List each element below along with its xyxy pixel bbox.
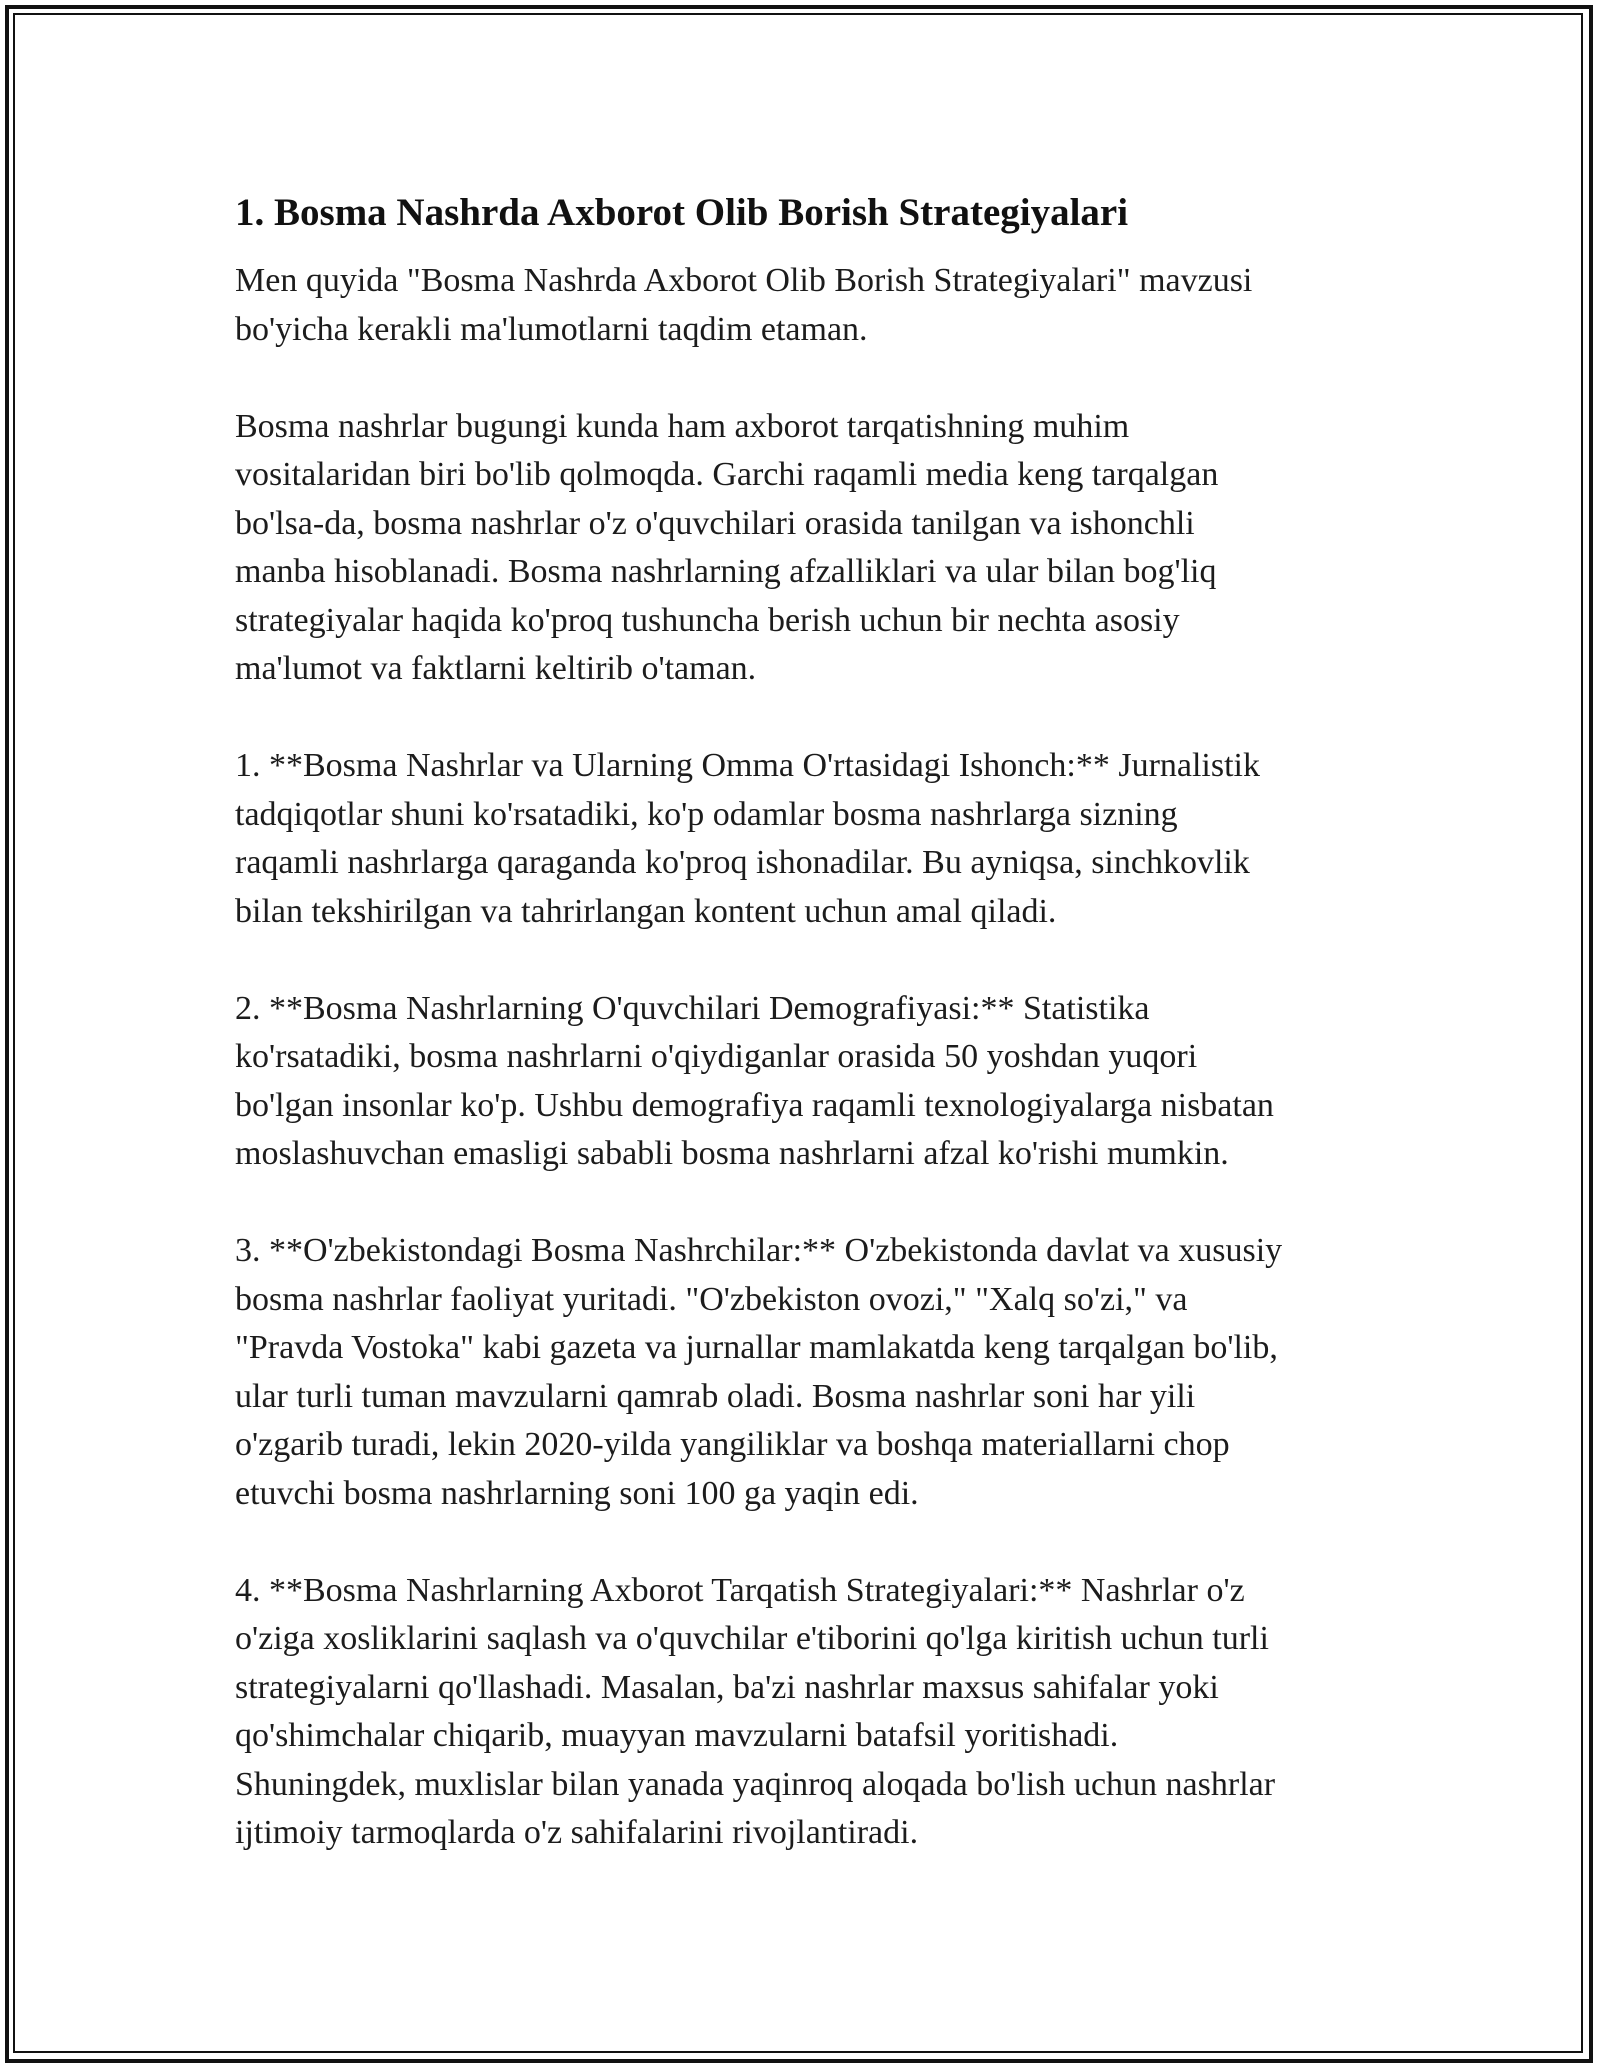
paragraph-line: ular turli tuman mavzularni qamrab oladi. Bosma nashrlar soni har yili — [235, 1377, 1196, 1415]
paragraph-line: bo'yicha kerakli ma'lumotlarni taqdim etaman. — [235, 310, 868, 348]
paragraph-line: 3. **O'zbekistondagi Bosma Nashrchilar:** O'zbekistonda davlat va xususiy — [235, 1232, 1283, 1269]
overview-paragraph — [235, 403, 1395, 694]
paragraph-line: ijtimoiy tarmoqlarda o'z sahifalarini rivojlantiradi. — [235, 1814, 919, 1851]
paragraph-line: 1. **Bosma Nashrlar va Ularning Omma O'rtasidagi Ishonch:** Jurnalistik — [235, 747, 1260, 784]
paragraph-line: etuvchi bosma nashrlarning soni 100 ga yaqin edi. — [235, 1474, 919, 1512]
paragraph-line: manba hisoblanadi. Bosma nashrlarning afzalliklari va ular bilan bog'liq — [235, 553, 1217, 590]
paragraph-line: ko'rsatadiki, bosma nashrlarni o'qiydiganlar orasida 50 yoshdan yuqori — [235, 1038, 1198, 1075]
paragraph-line: "Pravda Vostoka" kabi gazeta va jurnallar mamlakatda keng tarqalgan bo'lib, — [235, 1329, 1278, 1366]
point-2-paragraph — [235, 985, 1395, 1179]
paragraph-line: 2. **Bosma Nashrlarning O'quvchilari Demografiyasi:** Statistika — [235, 989, 1150, 1027]
paragraph-line: raqamli nashrlarga qaraganda ko'proq ishonadilar. Bu ayniqsa, sinchkovlik — [235, 844, 1250, 881]
paragraph-line: bo'lgan insonlar ko'p. Ushbu demografiya raqamli texnologiyalarga nisbatan — [235, 1086, 1274, 1124]
paragraph-line: vositalaridan biri bo'lib qolmoqda. Garchi raqamli media keng tarqalgan — [235, 456, 1219, 493]
paragraph-line: Men quyida "Bosma Nashrda Axborot Olib Borish Strategiyalari" mavzusi — [235, 262, 1253, 299]
paragraph-line: bo'lsa-da, bosma nashrlar o'z o'quvchilari orasida tanilgan va ishonchli — [235, 504, 1195, 542]
paragraph-line: ma'lumot va faktlarni keltirib o'taman. — [235, 650, 757, 687]
paragraph-line: o'ziga xosliklarini saqlash va o'quvchilar e'tiborini qo'lga kiritish uchun turli — [235, 1620, 1269, 1657]
paragraph-line: moslashuvchan emasligi sababli bosma nashrlarni afzal ko'rishi mumkin. — [235, 1135, 1229, 1172]
paragraph-line: o'zgarib turadi, lekin 2020-yilda yangiliklar va boshqa materiallarni chop — [235, 1426, 1230, 1463]
paragraph-line: bosma nashrlar faoliyat yuritadi. "O'zbekiston ovozi," "Xalq so'zi," va — [235, 1280, 1188, 1318]
paragraph-line: strategiyalar haqida ko'proq tushuncha berish uchun bir nechta asosiy — [235, 601, 1180, 639]
paragraph-line: tadqiqotlar shuni ko'rsatadiki, ko'p odamlar bosma nashrlarga sizning — [235, 795, 1178, 833]
paragraph-line: qo'shimchalar chiqarib, muayyan mavzularni batafsil yoritishadi. — [235, 1717, 1119, 1754]
paragraph-line: 4. **Bosma Nashrlarning Axborot Tarqatish Strategiyalari:** Nashrlar o'z — [235, 1571, 1245, 1609]
point-3-paragraph — [235, 1227, 1395, 1518]
paragraph-line: strategiyalarni qo'llashadi. Masalan, ba'zi nashrlar maxsus sahifalar yoki — [235, 1668, 1219, 1706]
intro-paragraph — [235, 257, 1395, 354]
document-title: 1. Bosma Nashrda Axborot Olib Borish Strategiyalari — [235, 191, 1129, 234]
paragraph-line: bilan tekshirilgan va tahrirlangan kontent uchun amal qiladi. — [235, 892, 1057, 930]
paragraph-line: Shuningdek, muxlislar bilan yanada yaqinroq aloqada bo'lish uchun nashrlar — [235, 1765, 1276, 1803]
document-page — [235, 185, 1395, 1906]
point-4-paragraph — [235, 1567, 1395, 1858]
point-1-paragraph — [235, 742, 1395, 936]
paragraph-line: Bosma nashrlar bugungi kunda ham axborot tarqatishning muhim — [235, 407, 1130, 445]
